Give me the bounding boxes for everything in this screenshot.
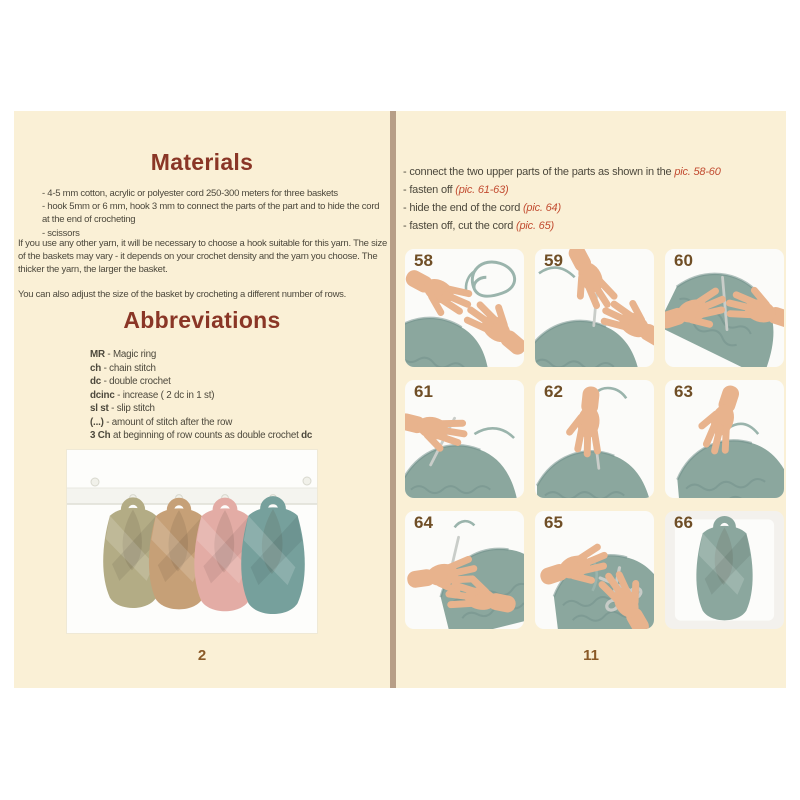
finished-basket-icon	[696, 519, 752, 620]
step-photo-63	[665, 380, 784, 498]
materials-item: - hook 5mm or 6 mm, hook 3 mm to connect the parts of the part and to hide the cord at the end of crocheting	[42, 201, 380, 226]
step-number: 59	[544, 251, 563, 270]
materials-item: - 4-5 mm cotton, acrylic or polyester cord 250-300 meters for three baskets	[42, 188, 338, 199]
yarn-note-paragraph: If you use any other yarn, it will be necessary to choose a hook suitable for this yarn. The size of the baskets may vary - it depends on your crochet density and the yarn you choose. The thicker the yarn, the larger the basket.	[18, 238, 387, 276]
step-photo-61	[405, 380, 524, 498]
abbrev-row: MR - Magic ring	[90, 349, 157, 360]
step-number: 58	[414, 251, 433, 270]
abbrev-row: 3 Ch at beginning of row counts as double crochet dc	[90, 430, 313, 441]
pic-reference: pic. 58-60	[674, 166, 721, 178]
abbrev-row: dcinc - increase ( 2 dc in 1 st)	[90, 389, 215, 401]
instruction-line: - fasten off (pic. 61-63)	[403, 184, 509, 196]
step-photo-64	[405, 511, 524, 629]
step-photo-65	[535, 511, 654, 629]
materials-item: - scissors	[42, 227, 80, 239]
left-page	[14, 111, 390, 688]
baskets-photo	[67, 450, 317, 633]
materials-list	[42, 187, 387, 240]
abbreviations-heading: Abbreviations	[123, 307, 281, 333]
abbrev-row: sl st - slip stitch	[90, 403, 155, 414]
step-photo-58	[405, 249, 524, 367]
instruction-line: - fasten off, cut the cord (pic. 65)	[403, 220, 554, 232]
pic-reference: (pic. 65)	[516, 220, 554, 232]
step-photo-59	[535, 249, 654, 367]
step-photo-grid	[405, 249, 784, 629]
right-page-number: 11	[583, 647, 599, 664]
basket-teal	[241, 500, 305, 614]
step-number: 62	[544, 382, 563, 401]
book-spread	[14, 111, 786, 688]
pic-reference: (pic. 61-63)	[455, 184, 509, 196]
abbreviations-list	[90, 348, 312, 443]
step-photo-60	[665, 249, 784, 367]
size-note-paragraph: You can also adjust the size of the basket by crocheting a different number of rows.	[18, 289, 347, 300]
step-number: 60	[674, 251, 693, 270]
abbrev-row: (...) - amount of stitch after the row	[90, 416, 233, 428]
instruction-line: - connect the two upper parts of the parts as shown in the pic. 58-60	[403, 166, 721, 178]
step-photo-62	[535, 380, 654, 498]
materials-heading: Materials	[150, 149, 254, 175]
step-number: 64	[414, 513, 433, 532]
instructions-list	[403, 163, 786, 235]
right-page	[396, 111, 786, 688]
baskets-photo-illustration	[67, 450, 317, 633]
pic-reference: (pic. 64)	[522, 202, 561, 214]
step-number: 61	[414, 382, 433, 401]
step-number: 63	[674, 382, 693, 401]
abbrev-row: ch - chain stitch	[90, 362, 156, 374]
abbrev-row: dc - double crochet	[90, 376, 171, 387]
step-number: 66	[674, 513, 693, 532]
step-photo-66	[665, 511, 784, 629]
instruction-line: - hide the end of the cord (pic. 64)	[403, 202, 561, 214]
left-page-number: 2	[197, 647, 207, 664]
step-number: 65	[544, 513, 563, 532]
